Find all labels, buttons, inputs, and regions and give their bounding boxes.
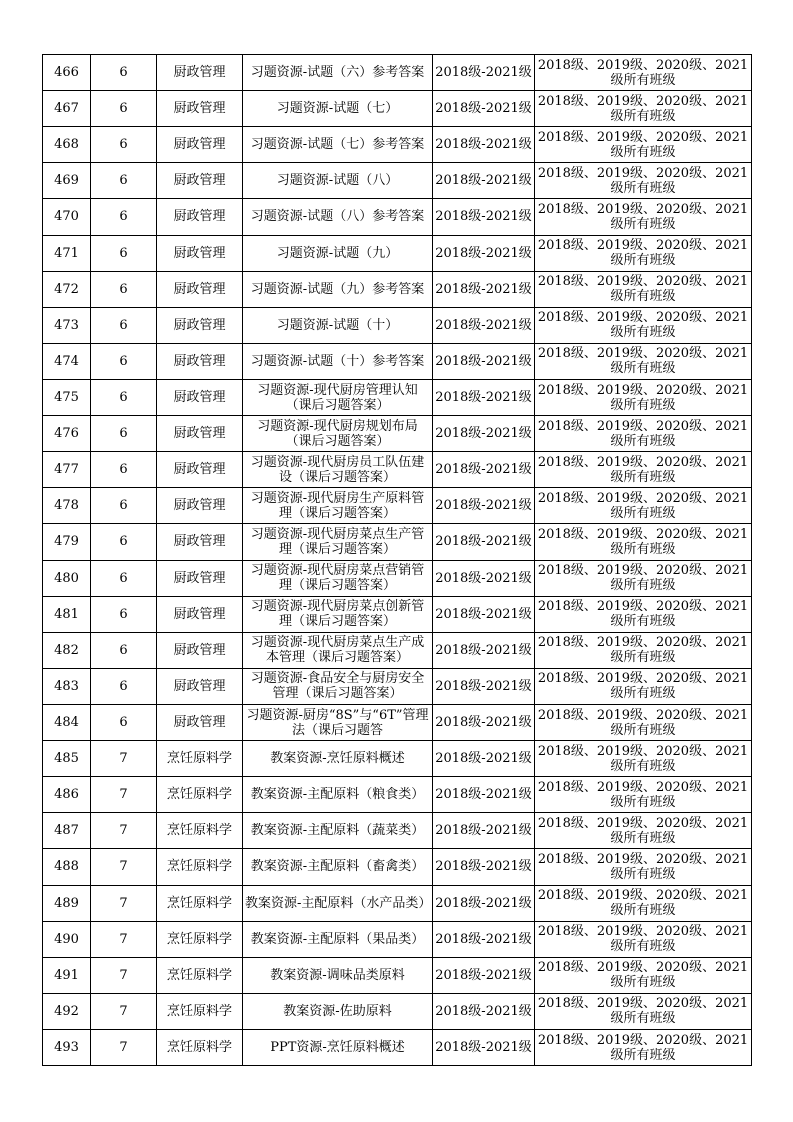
course-name-cell: 厨政管理 [157, 416, 243, 452]
grade-range-cell: 2018级-2021级 [433, 127, 535, 163]
resource-name-cell: 习题资源-试题（十）参考答案 [243, 343, 433, 379]
course-name-cell: 厨政管理 [157, 235, 243, 271]
resource-name-cell: 习题资源-试题（七） [243, 91, 433, 127]
row-number-cell: 489 [43, 885, 91, 921]
grade-range-cell: 2018级-2021级 [433, 813, 535, 849]
applicable-classes-cell: 2018级、2019级、2020级、2021级所有班级 [535, 271, 752, 307]
semester-cell: 6 [91, 91, 157, 127]
resource-table [42, 54, 752, 1066]
resource-name-cell: 习题资源-现代厨房菜点营销管理（课后习题答案） [243, 560, 433, 596]
applicable-classes-cell: 2018级、2019级、2020级、2021级所有班级 [535, 163, 752, 199]
table-row [43, 127, 752, 163]
grade-range-cell: 2018级-2021级 [433, 416, 535, 452]
row-number-cell: 472 [43, 271, 91, 307]
table-row [43, 55, 752, 91]
table-row [43, 524, 752, 560]
applicable-classes-cell: 2018级、2019级、2020级、2021级所有班级 [535, 307, 752, 343]
row-number-cell: 490 [43, 921, 91, 957]
course-name-cell: 厨政管理 [157, 668, 243, 704]
row-number-cell: 477 [43, 452, 91, 488]
semester-cell: 6 [91, 379, 157, 415]
resource-name-cell: 习题资源-试题（六）参考答案 [243, 55, 433, 91]
course-name-cell: 厨政管理 [157, 55, 243, 91]
applicable-classes-cell: 2018级、2019级、2020级、2021级所有班级 [535, 1029, 752, 1065]
course-name-cell: 烹饪原料学 [157, 849, 243, 885]
applicable-classes-cell: 2018级、2019级、2020级、2021级所有班级 [535, 524, 752, 560]
row-number-cell: 482 [43, 632, 91, 668]
table-row [43, 921, 752, 957]
applicable-classes-cell: 2018级、2019级、2020级、2021级所有班级 [535, 813, 752, 849]
course-name-cell: 厨政管理 [157, 127, 243, 163]
resource-name-cell: 教案资源-主配原料（水产品类） [243, 885, 433, 921]
row-number-cell: 483 [43, 668, 91, 704]
resource-name-cell: 习题资源-现代厨房菜点生产管理（课后习题答案） [243, 524, 433, 560]
applicable-classes-cell: 2018级、2019级、2020级、2021级所有班级 [535, 91, 752, 127]
applicable-classes-cell: 2018级、2019级、2020级、2021级所有班级 [535, 416, 752, 452]
grade-range-cell: 2018级-2021级 [433, 957, 535, 993]
grade-range-cell: 2018级-2021级 [433, 379, 535, 415]
semester-cell: 7 [91, 813, 157, 849]
applicable-classes-cell: 2018级、2019级、2020级、2021级所有班级 [535, 849, 752, 885]
applicable-classes-cell: 2018级、2019级、2020级、2021级所有班级 [535, 488, 752, 524]
course-name-cell: 厨政管理 [157, 452, 243, 488]
table-row [43, 1029, 752, 1065]
semester-cell: 6 [91, 127, 157, 163]
resource-name-cell: 习题资源-现代厨房菜点创新管理（课后习题答案） [243, 596, 433, 632]
resource-name-cell: 教案资源-主配原料（蔬菜类） [243, 813, 433, 849]
row-number-cell: 484 [43, 704, 91, 740]
course-name-cell: 烹饪原料学 [157, 741, 243, 777]
table-row [43, 271, 752, 307]
resource-name-cell: PPT资源-烹饪原料概述 [243, 1029, 433, 1065]
table-row [43, 957, 752, 993]
semester-cell: 7 [91, 849, 157, 885]
semester-cell: 6 [91, 704, 157, 740]
grade-range-cell: 2018级-2021级 [433, 1029, 535, 1065]
resource-name-cell: 教案资源-主配原料（果品类） [243, 921, 433, 957]
resource-name-cell: 习题资源-厨房“8S”与“6T”管理法（课后习题答 [243, 704, 433, 740]
table-row [43, 416, 752, 452]
course-name-cell: 厨政管理 [157, 524, 243, 560]
table-row [43, 488, 752, 524]
course-name-cell: 厨政管理 [157, 704, 243, 740]
table-row [43, 993, 752, 1029]
resource-name-cell: 教案资源-烹饪原料概述 [243, 741, 433, 777]
applicable-classes-cell: 2018级、2019级、2020级、2021级所有班级 [535, 343, 752, 379]
applicable-classes-cell: 2018级、2019级、2020级、2021级所有班级 [535, 704, 752, 740]
resource-name-cell: 习题资源-现代厨房菜点生产成本管理（课后习题答案） [243, 632, 433, 668]
semester-cell: 6 [91, 235, 157, 271]
course-name-cell: 烹饪原料学 [157, 957, 243, 993]
applicable-classes-cell: 2018级、2019级、2020级、2021级所有班级 [535, 957, 752, 993]
row-number-cell: 470 [43, 199, 91, 235]
semester-cell: 7 [91, 777, 157, 813]
grade-range-cell: 2018级-2021级 [433, 307, 535, 343]
grade-range-cell: 2018级-2021级 [433, 849, 535, 885]
semester-cell: 6 [91, 55, 157, 91]
applicable-classes-cell: 2018级、2019级、2020级、2021级所有班级 [535, 452, 752, 488]
semester-cell: 6 [91, 163, 157, 199]
semester-cell: 7 [91, 741, 157, 777]
semester-cell: 6 [91, 307, 157, 343]
applicable-classes-cell: 2018级、2019级、2020级、2021级所有班级 [535, 668, 752, 704]
grade-range-cell: 2018级-2021级 [433, 777, 535, 813]
table-row [43, 632, 752, 668]
row-number-cell: 478 [43, 488, 91, 524]
semester-cell: 6 [91, 199, 157, 235]
semester-cell: 6 [91, 596, 157, 632]
semester-cell: 6 [91, 343, 157, 379]
course-name-cell: 烹饪原料学 [157, 1029, 243, 1065]
semester-cell: 6 [91, 488, 157, 524]
applicable-classes-cell: 2018级、2019级、2020级、2021级所有班级 [535, 235, 752, 271]
resource-name-cell: 教案资源-调味品类原料 [243, 957, 433, 993]
semester-cell: 7 [91, 993, 157, 1029]
semester-cell: 7 [91, 885, 157, 921]
grade-range-cell: 2018级-2021级 [433, 235, 535, 271]
semester-cell: 6 [91, 560, 157, 596]
course-name-cell: 烹饪原料学 [157, 921, 243, 957]
table-row [43, 885, 752, 921]
grade-range-cell: 2018级-2021级 [433, 524, 535, 560]
resource-name-cell: 习题资源-试题（八） [243, 163, 433, 199]
table-row [43, 199, 752, 235]
row-number-cell: 466 [43, 55, 91, 91]
row-number-cell: 491 [43, 957, 91, 993]
course-name-cell: 厨政管理 [157, 343, 243, 379]
applicable-classes-cell: 2018级、2019级、2020级、2021级所有班级 [535, 127, 752, 163]
table-row [43, 813, 752, 849]
table-row [43, 91, 752, 127]
table-row [43, 379, 752, 415]
row-number-cell: 487 [43, 813, 91, 849]
table-row [43, 235, 752, 271]
resource-name-cell: 习题资源-食品安全与厨房安全管理（课后习题答案） [243, 668, 433, 704]
applicable-classes-cell: 2018级、2019级、2020级、2021级所有班级 [535, 379, 752, 415]
semester-cell: 6 [91, 452, 157, 488]
row-number-cell: 492 [43, 993, 91, 1029]
table-row [43, 741, 752, 777]
applicable-classes-cell: 2018级、2019级、2020级、2021级所有班级 [535, 741, 752, 777]
course-name-cell: 厨政管理 [157, 560, 243, 596]
row-number-cell: 473 [43, 307, 91, 343]
resource-name-cell: 习题资源-试题（七）参考答案 [243, 127, 433, 163]
row-number-cell: 469 [43, 163, 91, 199]
course-name-cell: 厨政管理 [157, 199, 243, 235]
table-row [43, 668, 752, 704]
course-name-cell: 厨政管理 [157, 163, 243, 199]
course-name-cell: 厨政管理 [157, 307, 243, 343]
applicable-classes-cell: 2018级、2019级、2020级、2021级所有班级 [535, 777, 752, 813]
row-number-cell: 481 [43, 596, 91, 632]
row-number-cell: 479 [43, 524, 91, 560]
resource-name-cell: 习题资源-现代厨房生产原料管理（课后习题答案） [243, 488, 433, 524]
course-name-cell: 厨政管理 [157, 91, 243, 127]
semester-cell: 6 [91, 632, 157, 668]
course-name-cell: 烹饪原料学 [157, 813, 243, 849]
grade-range-cell: 2018级-2021级 [433, 885, 535, 921]
table-row [43, 307, 752, 343]
row-number-cell: 467 [43, 91, 91, 127]
applicable-classes-cell: 2018级、2019级、2020级、2021级所有班级 [535, 993, 752, 1029]
course-name-cell: 厨政管理 [157, 488, 243, 524]
applicable-classes-cell: 2018级、2019级、2020级、2021级所有班级 [535, 560, 752, 596]
resource-name-cell: 习题资源-试题（九）参考答案 [243, 271, 433, 307]
row-number-cell: 468 [43, 127, 91, 163]
applicable-classes-cell: 2018级、2019级、2020级、2021级所有班级 [535, 596, 752, 632]
grade-range-cell: 2018级-2021级 [433, 343, 535, 379]
course-name-cell: 烹饪原料学 [157, 777, 243, 813]
resource-name-cell: 教案资源-主配原料（畜禽类） [243, 849, 433, 885]
grade-range-cell: 2018级-2021级 [433, 596, 535, 632]
course-name-cell: 厨政管理 [157, 271, 243, 307]
grade-range-cell: 2018级-2021级 [433, 91, 535, 127]
grade-range-cell: 2018级-2021级 [433, 163, 535, 199]
grade-range-cell: 2018级-2021级 [433, 55, 535, 91]
applicable-classes-cell: 2018级、2019级、2020级、2021级所有班级 [535, 885, 752, 921]
resource-name-cell: 习题资源-试题（八）参考答案 [243, 199, 433, 235]
row-number-cell: 480 [43, 560, 91, 596]
grade-range-cell: 2018级-2021级 [433, 199, 535, 235]
resource-name-cell: 习题资源-试题（九） [243, 235, 433, 271]
table-row [43, 560, 752, 596]
resource-name-cell: 习题资源-现代厨房员工队伍建设（课后习题答案） [243, 452, 433, 488]
table-body [43, 55, 752, 1066]
grade-range-cell: 2018级-2021级 [433, 668, 535, 704]
semester-cell: 6 [91, 524, 157, 560]
table-row [43, 704, 752, 740]
table-row [43, 343, 752, 379]
table-row [43, 849, 752, 885]
resource-name-cell: 习题资源-试题（十） [243, 307, 433, 343]
row-number-cell: 475 [43, 379, 91, 415]
semester-cell: 7 [91, 1029, 157, 1065]
resource-name-cell: 教案资源-主配原料（粮食类） [243, 777, 433, 813]
course-name-cell: 烹饪原料学 [157, 993, 243, 1029]
row-number-cell: 476 [43, 416, 91, 452]
semester-cell: 6 [91, 668, 157, 704]
semester-cell: 7 [91, 957, 157, 993]
row-number-cell: 486 [43, 777, 91, 813]
resource-name-cell: 教案资源-佐助原料 [243, 993, 433, 1029]
applicable-classes-cell: 2018级、2019级、2020级、2021级所有班级 [535, 55, 752, 91]
semester-cell: 7 [91, 921, 157, 957]
applicable-classes-cell: 2018级、2019级、2020级、2021级所有班级 [535, 199, 752, 235]
table-row [43, 163, 752, 199]
row-number-cell: 474 [43, 343, 91, 379]
semester-cell: 6 [91, 271, 157, 307]
grade-range-cell: 2018级-2021级 [433, 560, 535, 596]
grade-range-cell: 2018级-2021级 [433, 632, 535, 668]
grade-range-cell: 2018级-2021级 [433, 452, 535, 488]
grade-range-cell: 2018级-2021级 [433, 993, 535, 1029]
applicable-classes-cell: 2018级、2019级、2020级、2021级所有班级 [535, 921, 752, 957]
grade-range-cell: 2018级-2021级 [433, 704, 535, 740]
row-number-cell: 471 [43, 235, 91, 271]
grade-range-cell: 2018级-2021级 [433, 921, 535, 957]
resource-name-cell: 习题资源-现代厨房管理认知（课后习题答案） [243, 379, 433, 415]
course-name-cell: 烹饪原料学 [157, 885, 243, 921]
grade-range-cell: 2018级-2021级 [433, 271, 535, 307]
row-number-cell: 488 [43, 849, 91, 885]
grade-range-cell: 2018级-2021级 [433, 488, 535, 524]
course-name-cell: 厨政管理 [157, 379, 243, 415]
grade-range-cell: 2018级-2021级 [433, 741, 535, 777]
table-row [43, 777, 752, 813]
table-row [43, 452, 752, 488]
semester-cell: 6 [91, 416, 157, 452]
course-name-cell: 厨政管理 [157, 632, 243, 668]
row-number-cell: 485 [43, 741, 91, 777]
resource-name-cell: 习题资源-现代厨房规划布局（课后习题答案） [243, 416, 433, 452]
course-name-cell: 厨政管理 [157, 596, 243, 632]
table-row [43, 596, 752, 632]
row-number-cell: 493 [43, 1029, 91, 1065]
applicable-classes-cell: 2018级、2019级、2020级、2021级所有班级 [535, 632, 752, 668]
